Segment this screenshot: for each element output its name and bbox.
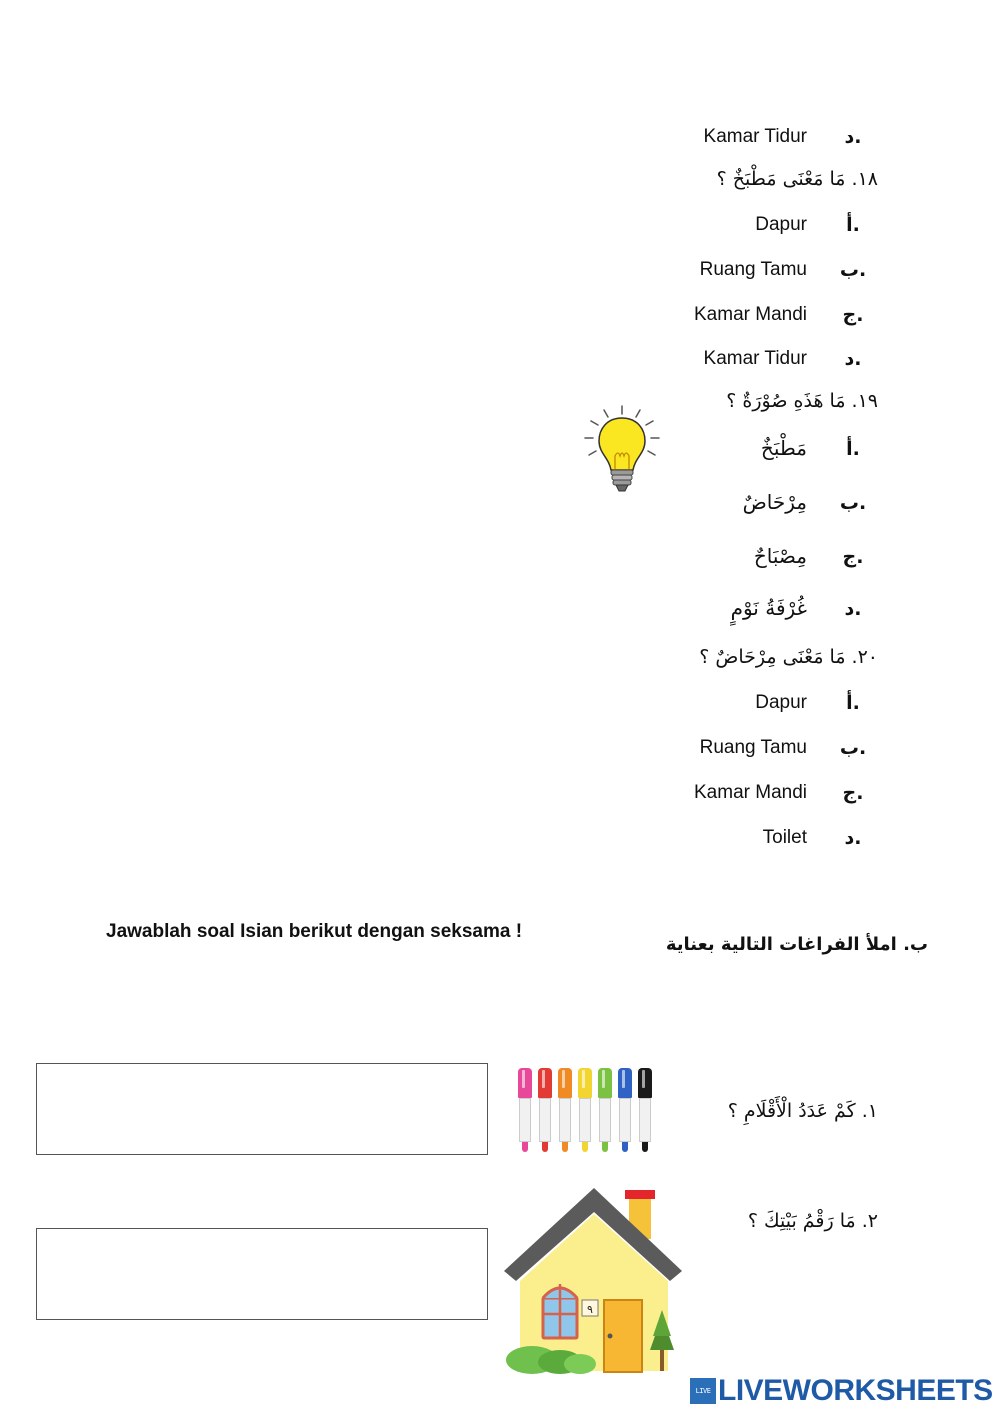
q18-option-d-letter: د. xyxy=(844,348,862,370)
q18-option-b[interactable]: Ruang Tamu xyxy=(699,259,807,280)
q20-option-b-letter: ب. xyxy=(839,737,867,759)
q20-option-c[interactable]: Kamar Mandi xyxy=(694,782,807,803)
q18-option-a[interactable]: Dapur xyxy=(755,214,807,235)
logo-badge: LIVE xyxy=(690,1378,716,1404)
question-20: ٢٠. مَا مَعْنَى مِرْحَاضٌ ؟ xyxy=(699,646,878,668)
section-title: ب. املأ الفراغات التالية بعناية xyxy=(665,934,928,955)
q18-option-a-letter: أ. xyxy=(846,214,860,236)
q19-option-a-letter: أ. xyxy=(846,438,860,460)
q19-option-d-letter: د. xyxy=(844,598,862,620)
answer-box-2[interactable] xyxy=(36,1228,488,1320)
q18-option-c[interactable]: Kamar Mandi xyxy=(694,304,807,325)
q18-option-c-letter: ج. xyxy=(842,304,864,326)
house-number: ٩ xyxy=(587,1303,593,1316)
option-text: Kamar Tidur xyxy=(703,126,807,147)
section-instruction: Jawablah soal Isian berikut dengan seksama ! xyxy=(106,921,523,942)
q18-option-d[interactable]: Kamar Tidur xyxy=(703,348,807,369)
q20-option-a-letter: أ. xyxy=(846,692,860,714)
q20-option-a[interactable]: Dapur xyxy=(755,692,807,713)
q20-option-c-letter: ج. xyxy=(842,782,864,804)
question-18: ١٨. مَا مَعْنَى مَطْبَخٌ ؟ xyxy=(716,168,878,190)
option-letter: د. xyxy=(844,126,862,148)
q19-option-a[interactable]: مَطْبَخٌ xyxy=(760,436,807,460)
q19-option-c[interactable]: مِصْبَاحٌ xyxy=(753,544,807,568)
q19-option-b-letter: ب. xyxy=(839,492,867,514)
fill-question-2: ٢. مَا رَقْمُ بَيْتِكَ ؟ xyxy=(747,1210,878,1232)
q20-option-d-letter: د. xyxy=(844,827,862,849)
q20-option-b[interactable]: Ruang Tamu xyxy=(699,737,807,758)
answer-box-1[interactable] xyxy=(36,1063,488,1155)
q19-option-c-letter: ج. xyxy=(842,546,864,568)
question-19: ١٩. مَا هَذَهِ صُوْرَةٌ ؟ xyxy=(726,390,878,412)
q19-option-b[interactable]: مِرْحَاضٌ xyxy=(742,490,807,514)
liveworksheets-logo[interactable] xyxy=(690,1374,993,1408)
fill-question-1: ١. كَمْ عَدَدُ الْأَقْلَامِ ؟ xyxy=(727,1100,878,1122)
q19-option-d[interactable]: غُرْفَةُ نَوْمٍ xyxy=(730,596,807,620)
q20-option-d[interactable]: Toilet xyxy=(762,827,807,848)
q18-option-b-letter: ب. xyxy=(839,259,867,281)
logo-text: LIVEWORKSHEETS xyxy=(718,1374,993,1407)
